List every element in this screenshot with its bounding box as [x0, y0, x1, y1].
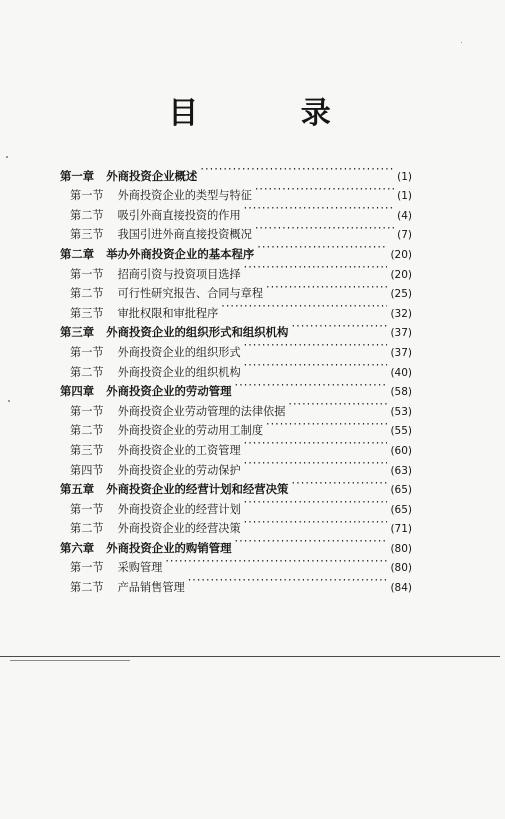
section-title: 可行性研究报告、合同与章程: [117, 287, 264, 301]
toc-section-row: [60, 571, 412, 595]
dot-leader: [235, 376, 388, 396]
section-number: 第二节: [70, 287, 104, 301]
section-title: 外商投资企业的工资管理: [117, 443, 241, 457]
dot-leader: [255, 180, 394, 200]
page-number: (20): [390, 248, 412, 261]
page-number: (84): [390, 582, 412, 595]
dot-leader: [266, 278, 387, 298]
page-number: (40): [390, 366, 412, 379]
toc-chapter-row: [60, 160, 412, 183]
chapter-number: 第一章: [60, 168, 95, 183]
chapter-title: 外商投资企业的劳动管理: [106, 384, 232, 399]
chapter-number: 第四章: [60, 384, 95, 399]
dot-leader: [188, 571, 388, 591]
page-number: (65): [390, 484, 412, 497]
section-number: 第二节: [70, 365, 104, 379]
chapter-title: 外商投资企业的组织形式和组织机构: [106, 325, 289, 340]
dot-leader: [244, 493, 388, 513]
chapter-number: 第二章: [60, 246, 95, 261]
page-number: (80): [390, 562, 412, 575]
section-number: 第三节: [70, 306, 104, 320]
page-number: (55): [390, 425, 412, 438]
section-number: 第一节: [70, 502, 104, 516]
section-number: 第三节: [70, 228, 104, 242]
section-title: 吸引外商直接投资的作用: [117, 208, 241, 222]
page-number: (20): [390, 268, 412, 281]
section-number: 第一节: [70, 345, 104, 359]
section-title: 外商投资企业的劳动保护: [117, 463, 241, 477]
page-number: (80): [390, 542, 412, 555]
page-number: (53): [390, 405, 412, 418]
dot-leader: [244, 434, 388, 454]
section-number: 第一节: [70, 404, 104, 418]
dot-leader: [288, 395, 387, 415]
dot-leader: [244, 199, 394, 219]
section-title: 外商投资企业的经营计划: [117, 502, 241, 516]
section-number: 第二节: [70, 424, 104, 438]
scan-speck: [461, 42, 462, 43]
dot-leader: [291, 317, 387, 337]
chapter-title: 外商投资企业概述: [106, 168, 198, 183]
section-number: 第一节: [70, 267, 104, 281]
chapter-number: 第五章: [60, 482, 95, 497]
dot-leader: [235, 532, 388, 552]
dot-leader: [244, 513, 388, 533]
dot-leader: [255, 219, 394, 239]
section-number: 第二节: [70, 208, 104, 222]
section-title: 招商引资与投资项目选择: [117, 267, 241, 281]
page-number: (1): [397, 170, 412, 183]
section-title: 我国引进外商直接投资概况: [117, 228, 252, 242]
page-number: (7): [397, 229, 412, 242]
page-number: (71): [390, 523, 412, 536]
chapter-title: 举办外商投资企业的基本程序: [106, 246, 255, 261]
toc-chapter-row: [60, 532, 412, 555]
page-number: (63): [390, 464, 412, 477]
dot-leader: [266, 415, 387, 435]
dot-leader: [244, 454, 388, 474]
section-number: 第一节: [70, 189, 104, 203]
section-number: 第三节: [70, 443, 104, 457]
toc-chapter-row: [60, 376, 412, 399]
page-number: (4): [397, 209, 412, 222]
section-number: 第二节: [70, 522, 104, 536]
toc-chapter-row: [60, 317, 412, 340]
section-number: 第一节: [70, 561, 104, 575]
section-number: 第二节: [70, 581, 104, 595]
bottom-rule: [0, 656, 500, 657]
scan-speck: [8, 400, 10, 402]
section-number: 第四节: [70, 463, 104, 477]
page-number: (60): [390, 444, 412, 457]
dot-leader: [257, 238, 387, 258]
page-title: 目 录: [168, 96, 377, 131]
page-number: (58): [390, 386, 412, 399]
page-number: (32): [390, 307, 412, 320]
page-number: (65): [390, 503, 412, 516]
page-number: (1): [397, 190, 412, 203]
dot-leader: [221, 297, 387, 317]
page-number: (25): [390, 288, 412, 301]
section-title: 外商投资企业的劳动用工制度: [117, 424, 264, 438]
chapter-number: 第三章: [60, 325, 95, 340]
section-title: 外商投资企业劳动管理的法律依据: [117, 404, 286, 418]
chapter-number: 第六章: [60, 540, 95, 555]
dot-leader: [244, 356, 388, 376]
section-title: 外商投资企业的经营决策: [117, 522, 241, 536]
chapter-title: 外商投资企业的经营计划和经营决策: [106, 482, 289, 497]
dot-leader: [244, 336, 388, 356]
toc-section-row: [60, 297, 412, 320]
table-of-contents: [60, 160, 412, 595]
page-number: (37): [390, 346, 412, 359]
scan-speck: [6, 156, 8, 158]
section-title: 产品销售管理: [117, 581, 185, 595]
section-title: 外商投资企业的组织形式: [117, 345, 241, 359]
section-title: 外商投资企业的类型与特征: [117, 189, 252, 203]
bottom-rule-shadow: [10, 660, 130, 661]
dot-leader: [291, 474, 387, 494]
section-title: 审批权限和审批程序: [117, 306, 219, 320]
dot-leader: [244, 258, 388, 278]
section-title: 外商投资企业的组织机构: [117, 365, 241, 379]
section-title: 采购管理: [117, 561, 163, 575]
chapter-title: 外商投资企业的购销管理: [106, 540, 232, 555]
dot-leader: [165, 552, 387, 572]
page-number: (37): [390, 327, 412, 340]
dot-leader: [200, 160, 394, 180]
